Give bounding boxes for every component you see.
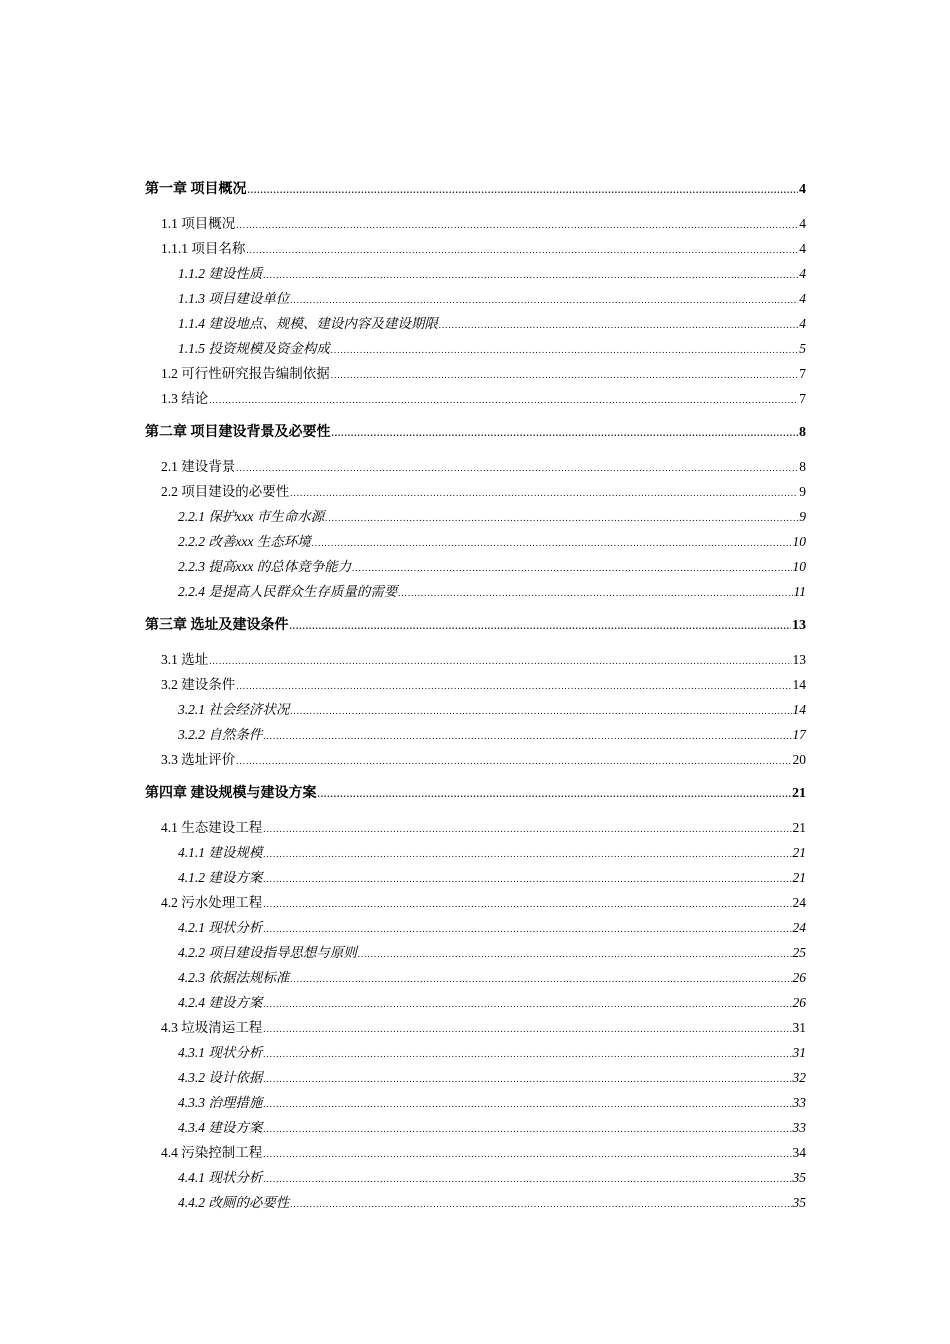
toc-page-number: 31 <box>792 1020 806 1035</box>
toc-leader-dots <box>263 1042 791 1067</box>
toc-page-number: 26 <box>792 970 806 985</box>
toc-entry-label: 4.3.4 建设方案 <box>178 1120 263 1135</box>
toc-leader-dots <box>352 556 791 581</box>
toc-page-number: 13 <box>792 652 806 667</box>
toc-page-number: 17 <box>792 727 806 742</box>
toc-page-number: 8 <box>799 459 806 474</box>
toc-entry-label: 第三章 选址及建设条件 <box>145 618 289 633</box>
toc-leader-dots <box>248 178 799 203</box>
toc-section-entry[interactable] <box>145 211 806 236</box>
toc-entry-label: 4.2.3 依据法规标准 <box>178 970 290 985</box>
toc-leader-dots <box>209 388 798 413</box>
toc-subsection-entry[interactable] <box>145 311 806 336</box>
toc-entry-label: 1.2 可行性研究报告编制依据 <box>161 366 330 381</box>
toc-page-number: 21 <box>792 845 806 860</box>
toc-page-number: 13 <box>792 618 806 633</box>
toc-section-entry[interactable] <box>145 747 806 772</box>
toc-leader-dots <box>236 674 791 699</box>
toc-page-number: 20 <box>792 752 806 767</box>
toc-leader-dots <box>332 421 799 446</box>
toc-entry-label: 2.2.3 提高xxx 的总体竞争能力 <box>178 559 352 574</box>
toc-leader-dots <box>263 817 791 842</box>
toc-leader-dots <box>358 942 792 967</box>
toc-entry-label: 2.2 项目建设的必要性 <box>161 484 290 499</box>
toc-entry-label: 4.3.2 设计依据 <box>178 1070 263 1085</box>
toc-leader-dots <box>290 699 791 724</box>
toc-entry-label: 1.1 项目概况 <box>161 216 236 231</box>
toc-leader-dots <box>331 363 799 388</box>
toc-page-number: 25 <box>792 945 806 960</box>
toc-page-number: 11 <box>793 584 806 599</box>
toc-section-entry[interactable] <box>145 454 806 479</box>
toc-page-number: 35 <box>792 1195 806 1210</box>
toc-subsection-entry[interactable] <box>145 722 806 747</box>
toc-leader-dots <box>236 213 798 238</box>
toc-subsection-entry[interactable] <box>145 865 806 890</box>
toc-section-entry[interactable] <box>145 647 806 672</box>
toc-entry-label: 4.4 污染控制工程 <box>161 1145 263 1160</box>
toc-leader-dots <box>263 917 791 942</box>
toc-subsection-entry[interactable] <box>145 286 806 311</box>
toc-entry-label: 2.1 建设背景 <box>161 459 236 474</box>
toc-leader-dots <box>263 1142 791 1167</box>
toc-entry-label: 4.2.1 现状分析 <box>178 920 263 935</box>
toc-section-entry[interactable] <box>145 361 806 386</box>
toc-entry-label: 4.4.2 改厕的必要性 <box>178 1195 290 1210</box>
toc-page-number: 24 <box>792 895 806 910</box>
toc-entry-label: 1.1.3 项目建设单位 <box>178 291 290 306</box>
toc-chapter-entry[interactable] <box>145 420 806 445</box>
toc-subsection-entry[interactable] <box>145 940 806 965</box>
toc-entry-label: 3.1 选址 <box>161 652 209 667</box>
toc-subsection-entry[interactable] <box>145 1065 806 1090</box>
toc-section-entry[interactable] <box>145 890 806 915</box>
toc-page-number: 10 <box>792 559 806 574</box>
toc-leader-dots <box>263 892 791 917</box>
toc-entry-label: 4.3.1 现状分析 <box>178 1045 263 1060</box>
toc-page-number: 33 <box>792 1120 806 1135</box>
toc-entry-label: 2.2.4 是提高人民群众生存质量的需要 <box>178 584 398 599</box>
toc-entry-label: 3.2.2 自然条件 <box>178 727 263 742</box>
toc-page-number: 21 <box>792 870 806 885</box>
toc-leader-dots <box>439 313 798 338</box>
toc-page-number: 8 <box>799 425 806 440</box>
toc-leader-dots <box>209 649 791 674</box>
toc-page-number: 4 <box>799 182 806 197</box>
toc-subsection-entry[interactable] <box>145 554 806 579</box>
toc-chapter-entry[interactable] <box>145 781 806 806</box>
toc-entry-label: 4.2.2 项目建设指导思想与原则 <box>178 945 357 960</box>
toc-page-number: 9 <box>799 484 806 499</box>
toc-entry-label: 3.3 选址评价 <box>161 752 236 767</box>
toc-page-number: 7 <box>799 366 806 381</box>
toc-entry-label: 4.1.1 建设规模 <box>178 845 263 860</box>
toc-leader-dots <box>263 724 791 749</box>
toc-subsection-entry[interactable] <box>145 965 806 990</box>
toc-entry-label: 4.1.2 建设方案 <box>178 870 263 885</box>
toc-section-entry[interactable] <box>145 386 806 411</box>
toc-page-number: 21 <box>792 820 806 835</box>
toc-leader-dots <box>263 992 791 1017</box>
toc-entry-label: 1.1.2 建设性质 <box>178 266 263 281</box>
toc-page-number: 26 <box>792 995 806 1010</box>
toc-chapter-entry[interactable] <box>145 613 806 638</box>
toc-section-entry[interactable] <box>145 1015 806 1040</box>
toc-page-number: 9 <box>799 509 806 524</box>
toc-chapter-entry[interactable] <box>145 177 806 202</box>
toc-leader-dots <box>236 749 791 774</box>
toc-leader-dots <box>263 842 791 867</box>
toc-entry-label: 1.1.5 投资规模及资金构成 <box>178 341 330 356</box>
toc-page-number: 14 <box>792 677 806 692</box>
toc-subsection-entry[interactable] <box>145 1165 806 1190</box>
toc-subsection-entry[interactable] <box>145 697 806 722</box>
toc-subsection-entry[interactable] <box>145 336 806 361</box>
toc-leader-dots <box>263 263 798 288</box>
toc-page-number: 35 <box>792 1170 806 1185</box>
toc-subsection-entry[interactable] <box>145 579 806 604</box>
toc-leader-dots <box>236 456 798 481</box>
toc-subsection-entry[interactable] <box>145 1190 806 1215</box>
toc-entry-label: 4.2.4 建设方案 <box>178 995 263 1010</box>
toc-entry-label: 3.2 建设条件 <box>161 677 236 692</box>
toc-leader-dots <box>325 506 798 531</box>
toc-page-number: 4 <box>799 316 806 331</box>
toc-leader-dots <box>290 967 791 992</box>
toc-page-number: 4 <box>799 291 806 306</box>
toc-leader-dots <box>312 531 792 556</box>
toc-subsection-entry[interactable] <box>145 1040 806 1065</box>
toc-section-entry[interactable] <box>145 815 806 840</box>
toc-leader-dots <box>290 1192 791 1217</box>
toc-leader-dots <box>290 614 792 639</box>
toc-subsection-entry[interactable] <box>145 990 806 1015</box>
toc-section-entry[interactable] <box>145 1140 806 1165</box>
table-of-contents <box>145 177 806 1215</box>
toc-page-number: 21 <box>792 786 806 801</box>
toc-subsection-entry[interactable] <box>145 1115 806 1140</box>
toc-page-number: 10 <box>792 534 806 549</box>
toc-leader-dots <box>246 238 798 263</box>
toc-leader-dots <box>398 581 792 606</box>
toc-entry-label: 第四章 建设规模与建设方案 <box>145 786 317 801</box>
toc-page-number: 24 <box>792 920 806 935</box>
toc-entry-label: 2.2.1 保护xxx 市生命水源 <box>178 509 325 524</box>
toc-page-number: 4 <box>799 266 806 281</box>
toc-entry-label: 3.2.1 社会经济状况 <box>178 702 290 717</box>
toc-entry-label: 1.1.1 项目名称 <box>161 241 246 256</box>
toc-leader-dots <box>263 1167 791 1192</box>
toc-entry-label: 1.1.4 建设地点、规模、建设内容及建设期限 <box>178 316 438 331</box>
toc-leader-dots <box>318 782 792 807</box>
toc-page-number: 7 <box>799 391 806 406</box>
toc-section-entry[interactable] <box>145 236 806 261</box>
toc-leader-dots <box>263 867 791 892</box>
toc-entry-label: 4.3 垃圾清运工程 <box>161 1020 263 1035</box>
toc-page-number: 33 <box>792 1095 806 1110</box>
toc-page-number: 4 <box>799 216 806 231</box>
toc-subsection-entry[interactable] <box>145 504 806 529</box>
toc-page-number: 32 <box>792 1070 806 1085</box>
toc-subsection-entry[interactable] <box>145 261 806 286</box>
toc-entry-label: 第一章 项目概况 <box>145 182 247 197</box>
toc-leader-dots <box>263 1067 791 1092</box>
toc-page-number: 5 <box>799 341 806 356</box>
toc-entry-label: 4.2 污水处理工程 <box>161 895 263 910</box>
toc-page-number: 14 <box>792 702 806 717</box>
toc-leader-dots <box>331 338 798 363</box>
toc-entry-label: 4.3.3 治理措施 <box>178 1095 263 1110</box>
toc-leader-dots <box>290 288 798 313</box>
toc-subsection-entry[interactable] <box>145 1090 806 1115</box>
toc-section-entry[interactable] <box>145 672 806 697</box>
toc-section-entry[interactable] <box>145 479 806 504</box>
toc-subsection-entry[interactable] <box>145 529 806 554</box>
toc-page-number: 4 <box>799 241 806 256</box>
toc-subsection-entry[interactable] <box>145 840 806 865</box>
toc-entry-label: 第二章 项目建设背景及必要性 <box>145 425 331 440</box>
toc-entry-label: 4.1 生态建设工程 <box>161 820 263 835</box>
toc-entry-label: 1.3 结论 <box>161 391 209 406</box>
toc-entry-label: 4.4.1 现状分析 <box>178 1170 263 1185</box>
toc-page-number: 31 <box>792 1045 806 1060</box>
toc-subsection-entry[interactable] <box>145 915 806 940</box>
toc-leader-dots <box>290 481 798 506</box>
toc-leader-dots <box>263 1017 791 1042</box>
toc-leader-dots <box>263 1092 791 1117</box>
toc-entry-label: 2.2.2 改善xxx 生态环境 <box>178 534 311 549</box>
toc-page-number: 34 <box>792 1145 806 1160</box>
toc-leader-dots <box>263 1117 791 1142</box>
